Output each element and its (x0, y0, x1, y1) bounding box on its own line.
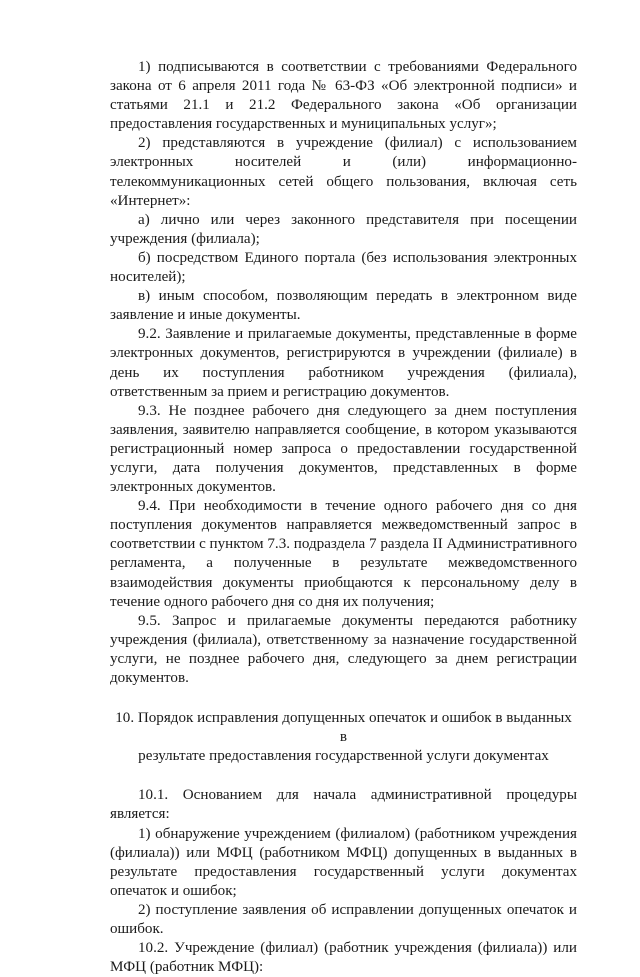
section-heading-line-2: результате предоставления государственной услуги документах (138, 748, 549, 765)
paragraph-10-1-item-1: 1) обнаружение учреждением (филиалом) (работником учреждения (филиала)) или МФЦ (работником МФЦ) допущенных в выданных в результате предоставления государственный услуги документах опечаток и ошибок; (110, 825, 577, 899)
document-page (110, 58, 577, 977)
paragraph-10-1: 10.1. Основанием для начала административной процедуры является: (110, 787, 577, 823)
paragraph-9-5: 9.5. Запрос и прилагаемые документы передаются работнику учреждения (филиала), ответственному за назначение государственной услуги, не позднее рабочего дня, следующего за днем регистрации документов. (110, 612, 577, 686)
paragraph-9-3: 9.3. Не позднее рабочего дня следующего за днем поступления заявления, заявителю направляется сообщение, в котором указываются регистрационный номер запроса о предоставлении государственной услуги, дата получения документов, представленных в форме электронных документов. (110, 402, 577, 496)
paragraph-10-2: 10.2. Учреждение (филиал) (работник учреждения (филиала)) или МФЦ (работник МФЦ): (110, 940, 577, 976)
paragraph-subitem-a: а) лично или через законного представителя при посещении учреждения (филиала); (110, 211, 577, 247)
section-heading-line-1: 10. Порядок исправления допущенных опечаток и ошибок в выданных в (115, 710, 572, 746)
paragraph-9-2: 9.2. Заявление и прилагаемые документы, представленные в форме электронных документов, регистрируются в учреждении (филиале) в день их поступления работником учреждения (филиала), ответственным за прием и регистрацию документов. (110, 326, 577, 400)
paragraph-subitem-b: б) посредством Единого портала (без использования электронных носителей); (110, 249, 577, 286)
paragraph-9-4: 9.4. При необходимости в течение одного рабочего дня со дня поступления документов направляется межведомственный запрос в соответствии с пунктом 7.3. подраздела 7 раздела II Административного регламента, а полученные в результате межведомственного взаимодействия документы приобщаются к персональному делу в течение одного рабочего дня со дня их получения; (110, 498, 577, 610)
paragraph-10-1-item-2: 2) поступление заявления об исправлении допущенных опечаток и ошибок. (110, 901, 577, 938)
paragraph-subitem-v: в) иным способом, позволяющим передать в электронном виде заявление и иные документы. (110, 288, 577, 324)
section-10-heading (110, 709, 577, 766)
paragraph-item-2-submission: 2) представляются в учреждение (филиал) с использованием электронных носителей и (или) информационно-телекоммуникационных сетей общего пользования, включая сеть «Интернет»: (110, 135, 577, 209)
paragraph-item-1-signing: 1) подписываются в соответствии с требованиями Федерального закона от 6 апреля 2011 года № 63-ФЗ «Об электронной подписи» и статьями 21.1 и 21.2 Федерального закона «Об организации предоставления государственных и муниципальных услуг»; (110, 59, 577, 133)
